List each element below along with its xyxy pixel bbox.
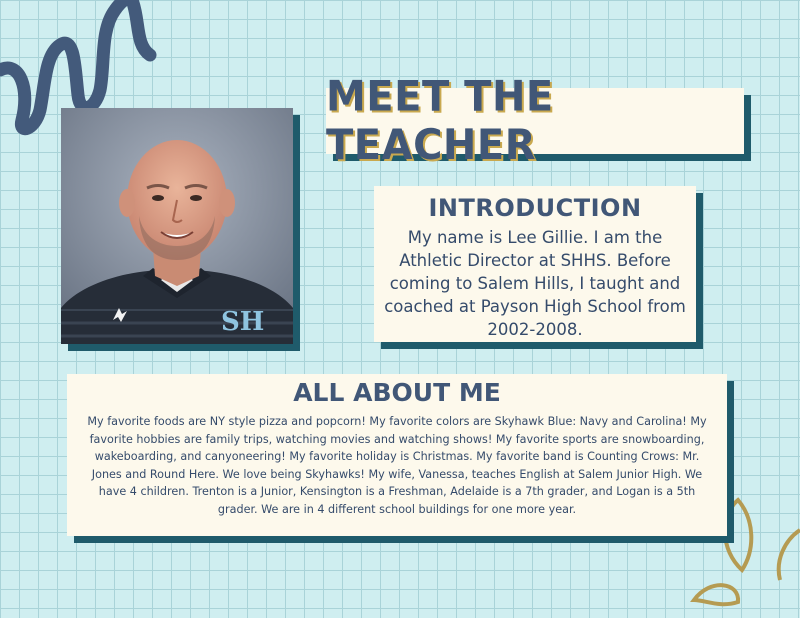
about-card — [67, 374, 727, 536]
about-heading: ALL ABOUT ME — [293, 378, 501, 407]
shirt-logo: SH — [221, 307, 265, 337]
about-text: My favorite foods are NY style pizza and popcorn! My favorite colors are Skyhawk Blue: Navy and Carolina! My favorite hobbies are family trips, watching movies and watching shows! My favorite sports are snowboarding, wakeboarding, and canyoneering! My favorite holiday is Christmas. My favorite band is Counting Crows: Mr. Jones and Round Here. We love being Skyhawks! My wife, Vanessa, teaches English at Salem Junior High. We have 4 children. Trenton is a Junior, Kensington is a Freshman, Adelaide is a 7th grader, and Logan is a 5th grader. We are in 4 different school buildings for one more year. — [87, 415, 707, 516]
title-card — [326, 72, 744, 170]
teacher-portrait-image — [61, 108, 293, 344]
introduction-text: My name is Lee Gillie. I am the Athletic Director at SHHS. Before coming to Salem Hills, I taught and coached at Payson High School from 2002-2008. — [384, 228, 686, 339]
page-title: MEET THE TEACHER — [326, 72, 554, 170]
introduction-card — [374, 186, 696, 342]
teacher-photo — [61, 108, 293, 344]
introduction-heading: INTRODUCTION — [428, 194, 642, 222]
